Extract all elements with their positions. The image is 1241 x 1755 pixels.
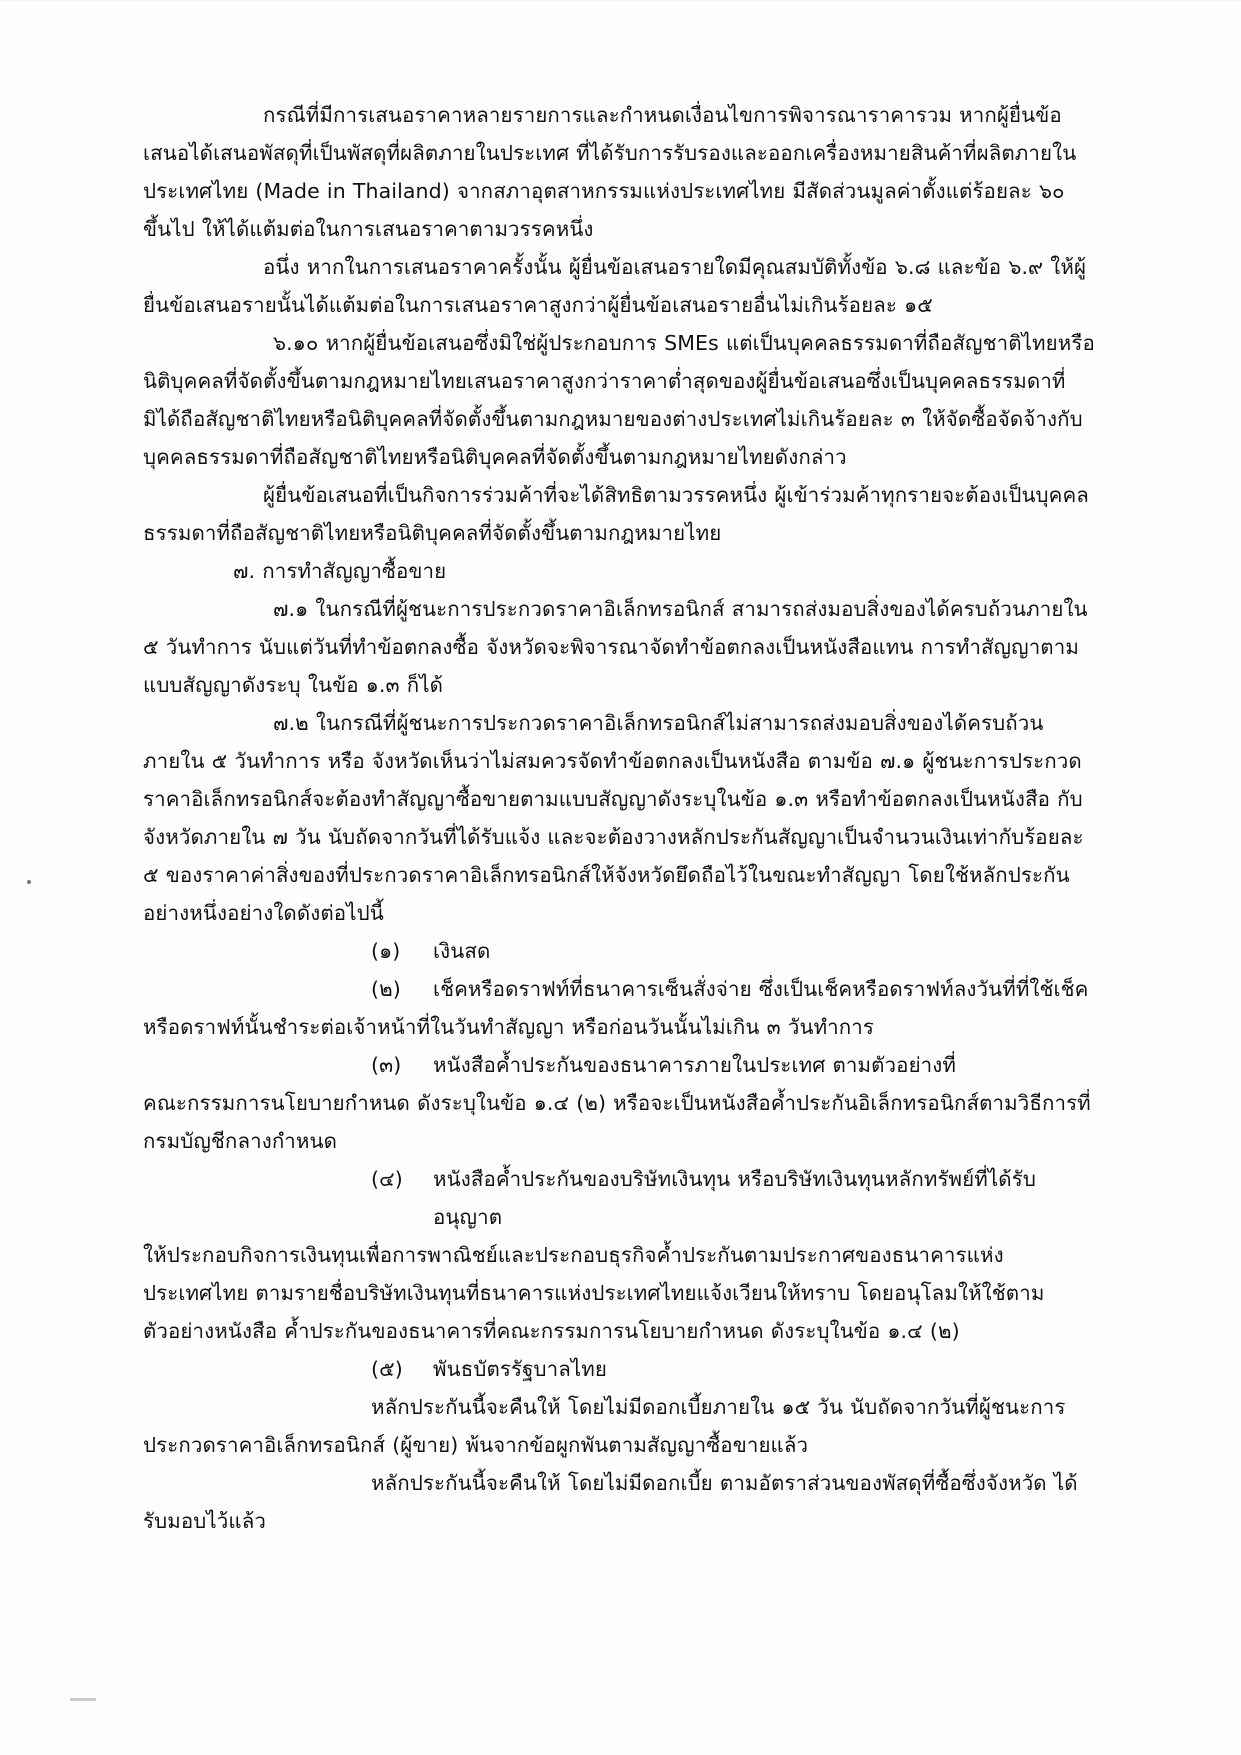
list-item-5-number: (๕) (371, 1357, 403, 1381)
paragraph-guarantee-return-proportional: หลักประกันนี้จะคืนให้ โดยไม่มีดอกเบี้ย ตามอัตราส่วนของพัสดุที่ซื้อซึ่งจังหวัด ได้รับมอบไว้แล้ว (143, 1471, 1078, 1533)
list-item-4-continuation: ให้ประกอบกิจการเงินทุนเพื่อการพาณิชย์และประกอบธุรกิจค้ำประกันตามประกาศของธนาคารแห่งประเทศไทย ตามรายชื่อบริษัทเงินทุนที่ธนาคารแห่งประเทศไทยแจ้งเวียนให้ทราบ โดยอนุโลมให้ใช้ตามตัวอย่างหนังสือ ค้ำประกันของธนาคารที่คณะกรรมการนโยบายกำหนด ดังระบุในข้อ ๑.๔ (๒) (143, 1243, 1045, 1343)
list-item-1-number: (๑) (371, 939, 401, 963)
list-item-3-label: หนังสือค้ำประกันของธนาคารภายในประเทศ ตามตัวอย่างที่ (433, 1053, 957, 1077)
paragraph-clause-7-1: ๗.๑ ในกรณีที่ผู้ชนะการประกวดราคาอิเล็กทรอนิกส์ สามารถส่งมอบสิ่งของได้ครบถ้วนภายใน ๕ วันทำการ นับแต่วันที่ทำข้อตกลงซื้อ จังหวัดจะพิจารณาจัดทำข้อตกลงเป็นหนังสือแทน การทำสัญญาตามแบบสัญญาดังระบุ ในข้อ ๑.๓ ก็ได้ (143, 597, 1088, 697)
list-item-5 (143, 1350, 1098, 1388)
page-margin-mark (27, 880, 31, 884)
list-item-3 (143, 1046, 1098, 1084)
list-item-4-label: หนังสือค้ำประกันของบริษัทเงินทุน หรือบริษัทเงินทุนหลักทรัพย์ที่ได้รับอนุญาต (433, 1167, 1036, 1229)
list-item-1-label: เงินสด (433, 939, 491, 963)
document-body (143, 96, 1098, 1540)
page-top-edge (0, 0, 1241, 3)
list-item-2-label: เช็คหรือดราฟท์ที่ธนาคารเซ็นสั่งจ่าย ซึ่งเป็นเช็คหรือดราฟท์ลงวันที่ที่ใช้เช็ค (433, 977, 1089, 1001)
list-item-2-continuation: หรือดราฟท์นั้นชำระต่อเจ้าหน้าที่ในวันทำสัญญา หรือก่อนวันนั้นไม่เกิน ๓ วันทำการ (143, 1015, 874, 1039)
list-item-5-label: พันธบัตรรัฐบาลไทย (433, 1357, 608, 1381)
page-bottom-mark (70, 1698, 96, 1701)
list-item-4 (143, 1160, 1098, 1236)
paragraph-supplementary-domestic-goods: กรณีที่มีการเสนอราคาหลายรายการและกำหนดเงื่อนไขการพิจารณาราคารวม หากผู้ยื่นข้อเสนอได้เสนอพัสดุที่เป็นพัสดุที่ผลิตภายในประเทศ ที่ได้รับการรับรองและออกเครื่องหมายสินค้าที่ผลิตภายในประเทศไทย (Made in Thailand) จากสภาอุตสาหกรรมแห่งประเทศไทย มีสัดส่วนมูลค่าตั้งแต่ร้อยละ ๖๐ ขึ้นไป ให้ได้แต้มต่อในการเสนอราคาตามวรรคหนึ่ง (143, 103, 1077, 241)
paragraph-additional-advantage: อนึ่ง หากในการเสนอราคาครั้งนั้น ผู้ยื่นข้อเสนอรายใดมีคุณสมบัติทั้งข้อ ๖.๘ และข้อ ๖.๙ ให้ผู้ยื่นข้อเสนอรายนั้นได้แต้มต่อในการเสนอราคาสูงกว่าผู้ยื่นข้อเสนอรายอื่นไม่เกินร้อยละ ๑๕ (143, 255, 1087, 317)
list-item-3-number: (๓) (371, 1053, 402, 1077)
paragraph-clause-6-10: ๖.๑๐ หากผู้ยื่นข้อเสนอซึ่งมิใช่ผู้ประกอบการ SMEs แต่เป็นบุคคลธรรมดาที่ถือสัญชาติไทยหรือนิติบุคคลที่จัดตั้งขึ้นตามกฎหมายไทยเสนอราคาสูงกว่าราคาต่ำสุดของผู้ยื่นข้อเสนอซึ่งเป็นบุคคลธรรมดาที่มิได้ถือสัญชาติไทยหรือนิติบุคคลที่จัดตั้งขึ้นตามกฎหมายของต่างประเทศไม่เกินร้อยละ ๓ ให้จัดซื้อจัดจ้างกับบุคคลธรรมดาที่ถือสัญชาติไทยหรือนิติบุคคลที่จัดตั้งขึ้นตามกฎหมายไทยดังกล่าว (143, 331, 1095, 469)
heading-clause-7: ๗. การทำสัญญาซื้อขาย (233, 559, 447, 583)
list-item-1 (143, 932, 1098, 970)
paragraph-joint-venture: ผู้ยื่นข้อเสนอที่เป็นกิจการร่วมค้าที่จะได้สิทธิตามวรรคหนึ่ง ผู้เข้าร่วมค้าทุกรายจะต้องเป็นบุคคลธรรมดาที่ถือสัญชาติไทยหรือนิติบุคคลที่จัดตั้งขึ้นตามกฎหมายไทย (143, 483, 1089, 545)
list-item-2-number: (๒) (371, 977, 401, 1001)
list-item-3-continuation: คณะกรรมการนโยบายกำหนด ดังระบุในข้อ ๑.๔ (๒) หรือจะเป็นหนังสือค้ำประกันอิเล็กทรอนิกส์ตามวิธีการที่กรมบัญชีกลางกำหนด (143, 1091, 1091, 1153)
list-item-2 (143, 970, 1098, 1008)
paragraph-clause-7-2: ๗.๒ ในกรณีที่ผู้ชนะการประกวดราคาอิเล็กทรอนิกส์ไม่สามารถส่งมอบสิ่งของได้ครบถ้วนภายใน ๕ วันทำการ หรือ จังหวัดเห็นว่าไม่สมควรจัดทำข้อตกลงเป็นหนังสือ ตามข้อ ๗.๑ ผู้ชนะการประกวดราคาอิเล็กทรอนิกส์จะต้องทำสัญญาซื้อขายตามแบบสัญญาดังระบุในข้อ ๑.๓ หรือทำข้อตกลงเป็นหนังสือ กับจังหวัดภายใน ๗ วัน นับถัดจากวันที่ได้รับแจ้ง และจะต้องวางหลักประกันสัญญาเป็นจำนวนเงินเท่ากับร้อยละ ๕ ของราคาค่าสิ่งของที่ประกวดราคาอิเล็กทรอนิกส์ให้จังหวัดยึดถือไว้ในขณะทำสัญญา โดยใช้หลักประกันอย่างหนึ่งอย่างใดดังต่อไปนี้ (143, 711, 1084, 925)
paragraph-guarantee-return-15-days: หลักประกันนี้จะคืนให้ โดยไม่มีดอกเบี้ยภายใน ๑๕ วัน นับถัดจากวันที่ผู้ชนะการประกวดราคาอิเล็กทรอนิกส์ (ผู้ขาย) พ้นจากข้อผูกพันตามสัญญาซื้อขายแล้ว (143, 1395, 1066, 1457)
list-item-4-number: (๔) (371, 1167, 403, 1191)
